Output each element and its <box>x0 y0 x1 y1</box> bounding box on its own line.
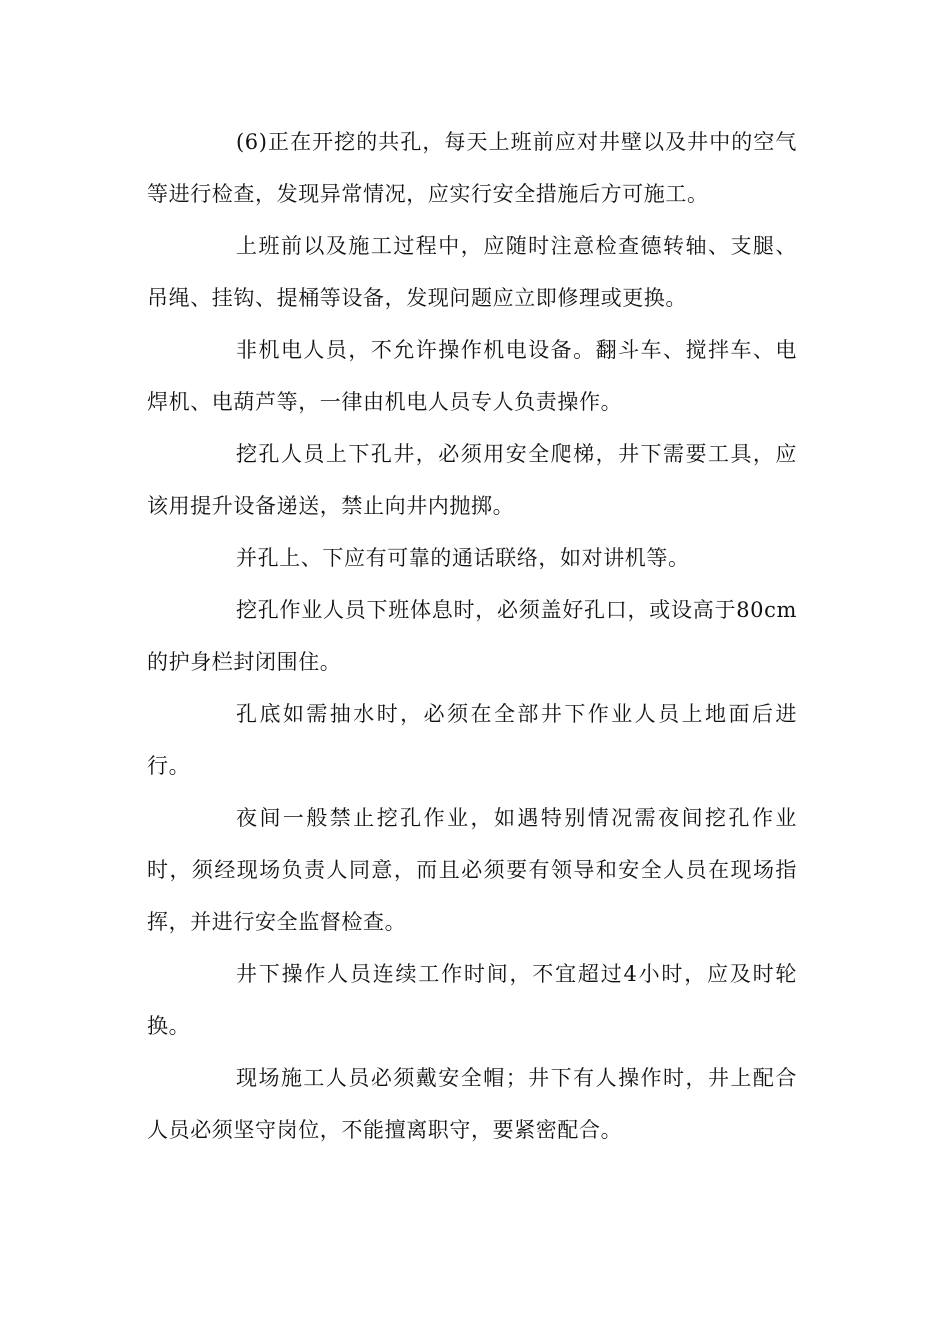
document-body <box>147 116 797 1156</box>
paragraph-10: 现场施工人员必须戴安全帽；井下有人操作时，井上配合人员必须坚守岗位，不能擅离职守，要紧密配合。 <box>147 1066 797 1142</box>
paragraph-8: 夜间一般禁止挖孔作业，如遇特别情况需夜间挖孔作业时，须经现场负责人同意，而且必须要有领导和安全人员在现场指挥，并进行安全监督检查。 <box>147 806 797 934</box>
paragraph-3: 非机电人员，不允许操作机电设备。翻斗车、搅拌车、电焊机、电葫芦等，一律由机电人员专人负责操作。 <box>147 338 797 414</box>
paragraph-2: 上班前以及施工过程中，应随时注意检查德转轴、支腿、吊绳、挂钩、提桶等设备，发现问题应立即修理或更换。 <box>147 234 797 310</box>
paragraph-1: (6)正在开挖的共孔，每天上班前应对井壁以及井中的空气等进行检查，发现异常情况，应实行安全措施后方可施工。 <box>147 130 797 206</box>
paragraph-5: 并孔上、下应有可靠的通话联络，如对讲机等。 <box>236 546 690 570</box>
paragraph-4: 挖孔人员上下孔井，必须用安全爬梯，井下需要工具，应该用提升设备递送，禁止向井内抛掷。 <box>147 442 797 518</box>
paragraph-6: 挖孔作业人员下班体息时，必须盖好孔口，或设高于80cm的护身栏封闭围住。 <box>147 598 797 674</box>
paragraph-7: 孔底如需抽水时，必须在全部井下作业人员上地面后进行。 <box>147 702 797 778</box>
paragraph-9: 井下操作人员连续工作时间，不宜超过4小时，应及时轮换。 <box>147 962 797 1038</box>
